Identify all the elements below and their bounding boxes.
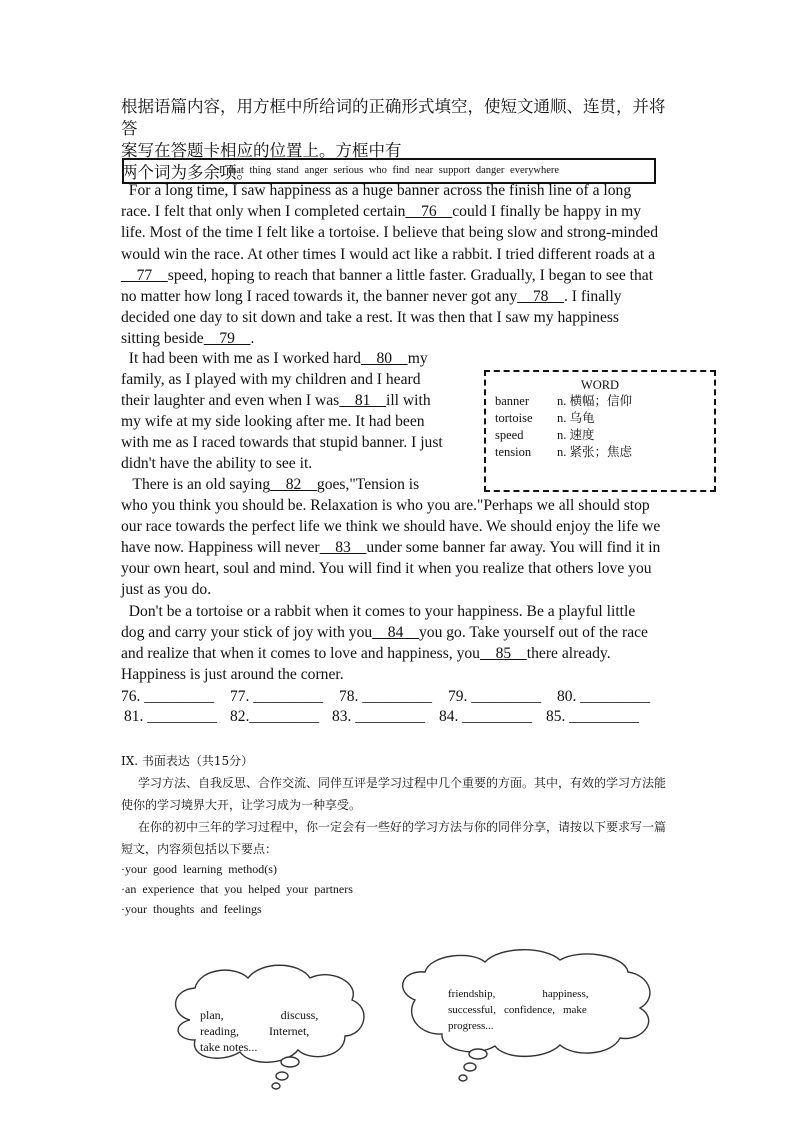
right-cloud-line	[448, 986, 628, 1002]
blank-84: 84	[372, 623, 419, 641]
writing-point: ·your thoughts and feelings	[121, 902, 262, 916]
right-cloud-line	[448, 1002, 628, 1018]
passage-text: decided one day to sit down and take a rest. It was then that I saw my happiness	[121, 309, 620, 327]
answer-blank-77[interactable]: 77. _________	[230, 688, 323, 705]
passage-text: life. Most of the time I felt like a tortoise. I believe that being slow and strong-minded	[121, 224, 658, 242]
writing-task-line-1: 在你的初中三年的学习过程中，你一定会有一些好的学习方法与你的同伴分享，请按以下要求写一篇	[138, 820, 667, 834]
passage-text: there already.	[526, 644, 611, 662]
blank-80: 80	[360, 350, 408, 367]
glossary-title: WORD	[580, 378, 620, 392]
answer-blank-80[interactable]: 80. _________	[557, 688, 650, 705]
right-cloud-word: make	[562, 1004, 587, 1016]
right-cloud-word: confidence,	[503, 1004, 555, 1016]
answer-blank-82[interactable]: 82._________	[230, 708, 320, 725]
left-cloud-line	[200, 1007, 360, 1023]
left-cloud-line: take notes...	[200, 1040, 258, 1054]
glossary-word: speed	[495, 428, 524, 442]
right-cloud-word: successful,	[448, 1004, 496, 1016]
instructions-line-3: 两个词为多余项。	[121, 163, 253, 182]
answer-blank-76[interactable]: 76. _________	[121, 688, 214, 705]
writing-intro-line-2: 使你的学习境界大开，让学习成为一种享受。	[121, 798, 362, 812]
passage-text: and realize that when it comes to love and happiness, you	[121, 644, 480, 662]
passage-text: would win the race. At other times I would act like a rabbit. I tried different roads at a	[121, 245, 656, 263]
passage-text: our race towards the perfect life we think we should have. We should enjoy the life we	[121, 518, 661, 536]
passage-text: their laughter and even when I was	[121, 392, 340, 409]
passage-text: no matter how long I raced towards it, the banner never got any	[121, 288, 518, 305]
blank-81: 81	[339, 392, 387, 409]
passage-text: race. I felt that only when I completed certain	[121, 203, 406, 221]
answer-blank-83[interactable]: 83. _________	[332, 708, 425, 725]
passage-text: .	[250, 330, 255, 348]
instructions-line-2: 案写在答题卡相应的位置上。方框中有	[121, 141, 402, 160]
passage-text: have now. Happiness will never	[121, 539, 320, 557]
writing-point: ·your good learning method(s)	[121, 862, 277, 876]
passage-text: dog and carry your stick of joy with you	[121, 623, 373, 641]
glossary-meaning: n. 乌龟	[557, 411, 595, 425]
passage-text: ill with	[386, 392, 431, 409]
right-cloud-line: progress...	[448, 1020, 494, 1032]
writing-heading: IX. 书面表达（共15分）	[121, 754, 254, 768]
instructions-line-1: 根据语篇内容，用方框中所给词的正确形式填空，使短文通顺、连贯，并将答	[121, 97, 666, 138]
answer-blank-78[interactable]: 78. _________	[339, 688, 432, 705]
writing-intro-line-1: 学习方法、自我反思、合作交流、同伴互评是学习过程中几个重要的方面。其中，有效的学习方法能	[138, 776, 667, 790]
glossary-meaning: n. 紧张；焦虑	[557, 445, 633, 459]
glossary-word: tension	[495, 445, 532, 459]
glossary-meaning: n. 横幅；信仰	[557, 394, 633, 408]
blank-79: 79	[203, 330, 251, 348]
passage-text: sitting beside	[121, 330, 204, 348]
passage-text: Don't be a tortoise or a rabbit when it comes to your happiness. Be a playful little	[121, 602, 636, 620]
answer-blank-79[interactable]: 79. _________	[448, 688, 541, 705]
passage-text: It had been with me as I worked hard	[121, 350, 361, 367]
passage-text: There is an old saying	[121, 476, 271, 493]
blank-83: 83	[319, 539, 367, 557]
answer-blank-84[interactable]: 84. _________	[439, 708, 532, 725]
blank-85: 85	[479, 644, 527, 662]
passage-text: speed, hoping to reach that banner a little faster. Gradually, I began to see that	[167, 266, 654, 284]
word-box: I that thing stand anger serious who find near support danger everywhere	[122, 158, 656, 184]
right-cloud-word: friendship,	[448, 988, 496, 1000]
passage-text: didn't have the ability to see it.	[121, 455, 313, 472]
passage-text: who you think you should be. Relaxation is who you are."Perhaps we all should stop	[121, 497, 650, 514]
left-cloud-word: discuss,	[280, 1008, 319, 1022]
left-cloud-line	[200, 1023, 360, 1039]
passage-text: Happiness is just around the corner.	[121, 665, 344, 683]
right-cloud-word: happiness,	[542, 988, 589, 1000]
answer-blank-81[interactable]: 81. _________	[124, 708, 217, 725]
passage-text: with me as I raced towards that stupid banner. I just	[121, 434, 443, 451]
writing-task-line-2: 短文，内容须包括以下要点：	[121, 842, 278, 856]
glossary-word: tortoise	[495, 411, 533, 425]
blank-82: 82	[270, 476, 317, 493]
left-cloud-text	[200, 1007, 360, 1055]
passage-text: goes,"Tension is	[316, 476, 420, 493]
passage-text: under some banner far away. You will find it in	[366, 539, 661, 557]
passage-text: you go. Take yourself out of the race	[418, 623, 648, 641]
blank-76: 76	[405, 203, 453, 221]
writing-point: ·an experience that you helped your partners	[121, 882, 353, 896]
passage-text: . I finally	[564, 288, 622, 305]
right-cloud-text	[448, 986, 628, 1034]
passage-text: family, as I played with my children and I heard	[121, 371, 421, 388]
passage-text: could I finally be happy in my	[452, 203, 642, 221]
glossary-meaning: n. 速度	[557, 428, 595, 442]
passage-text: my	[407, 350, 428, 367]
blank-77: 77	[121, 266, 168, 284]
left-cloud-word: plan,	[200, 1008, 224, 1022]
blank-78: 78	[517, 288, 564, 305]
answer-blank-85[interactable]: 85. _________	[546, 708, 639, 725]
left-cloud-word: Internet,	[268, 1024, 310, 1038]
glossary-word: banner	[495, 394, 530, 408]
left-cloud-word: reading,	[200, 1024, 239, 1038]
passage-text: your own heart, soul and mind. You will find it when you realize that others love you	[121, 560, 652, 578]
passage-text: just as you do.	[121, 581, 212, 599]
passage-text: For a long time, I saw happiness as a huge banner across the finish line of a long	[121, 182, 632, 199]
passage-text: my wife at my side looking after me. It had been	[121, 413, 425, 430]
